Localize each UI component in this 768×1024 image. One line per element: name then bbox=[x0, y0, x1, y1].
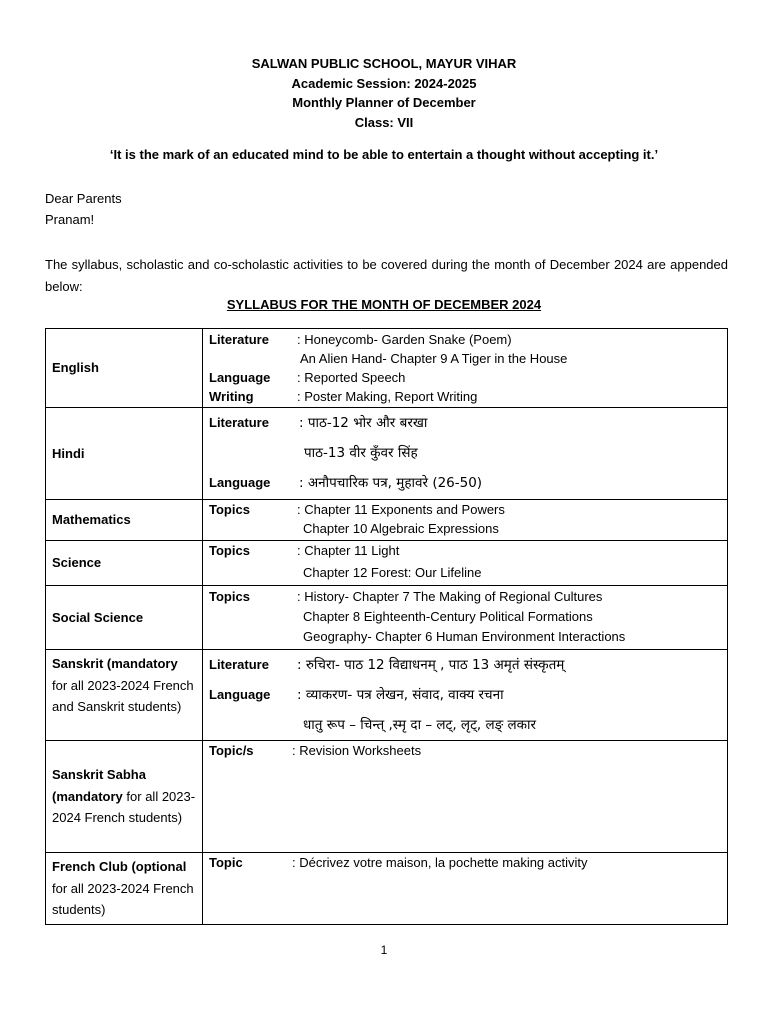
quote: ‘It is the mark of an educated mind to be able to entertain a thought without accepting it.’ bbox=[109, 147, 659, 162]
subject-cell bbox=[46, 329, 203, 408]
content-line: पाठ-13 वीर कुँवर सिंह bbox=[304, 445, 418, 461]
subject-label: English bbox=[52, 360, 99, 376]
content-line: : Chapter 11 Light bbox=[297, 543, 400, 558]
class-label: Class: VII bbox=[354, 114, 414, 130]
subject-note: for all 2023-2024 French students) bbox=[52, 880, 194, 917]
section-label: Language bbox=[209, 370, 271, 385]
table-row bbox=[46, 408, 728, 500]
content-line: : History- Chapter 7 The Making of Regional Cultures bbox=[297, 589, 603, 604]
section-label: Literature bbox=[209, 415, 269, 430]
subject-label: Science bbox=[52, 555, 102, 571]
table-row bbox=[46, 650, 728, 741]
content-cell bbox=[203, 741, 728, 853]
table-row bbox=[46, 586, 728, 650]
section-label: Topics bbox=[209, 589, 250, 604]
planner-title: Monthly Planner of December bbox=[292, 95, 476, 110]
content-line: Chapter 10 Algebraic Expressions bbox=[303, 521, 499, 536]
content-cell bbox=[203, 500, 728, 541]
table-row bbox=[46, 741, 728, 853]
academic-session: Academic Session: 2024-2025 bbox=[291, 75, 477, 91]
intro-paragraph: The syllabus, scholastic and co-scholastic activities to be covered during the month of December 2024 are appended below: bbox=[45, 257, 728, 294]
section-label: Language bbox=[209, 687, 271, 702]
content-line: : Revision Worksheets bbox=[292, 743, 422, 758]
content-line: An Alien Hand- Chapter 9 A Tiger in the House bbox=[300, 351, 568, 366]
content-cell bbox=[203, 329, 728, 408]
content-line: धातु रूप – चिन्त् ,स्मृ दा – लट्, लृट्, लङ् लकार bbox=[303, 717, 537, 733]
subject-label: Sanskrit Sabha bbox=[52, 767, 146, 783]
subject-cell bbox=[46, 650, 203, 741]
content-cell bbox=[203, 586, 728, 650]
content-line: : व्याकरण- पत्र लेखन, संवाद, वाक्य रचना bbox=[297, 687, 504, 703]
content-line: : Honeycomb- Garden Snake (Poem) bbox=[297, 332, 512, 347]
subject-cell bbox=[46, 541, 203, 586]
content-line: : Chapter 11 Exponents and Powers bbox=[297, 502, 505, 517]
subject-label-paren: (mandatory bbox=[52, 788, 123, 804]
subject-cell bbox=[46, 741, 203, 853]
page-number: 1 bbox=[380, 943, 388, 957]
content-line: Geography- Chapter 6 Human Environment Interactions bbox=[303, 629, 626, 644]
table-row bbox=[46, 541, 728, 586]
subject-note: for all 2023-2024 French students) bbox=[52, 788, 196, 826]
subject-label: Mathematics bbox=[52, 512, 131, 528]
table-row bbox=[46, 853, 728, 925]
section-label: Writing bbox=[209, 389, 254, 404]
subject-note: for all 2023-2024 French and Sanskrit students) bbox=[52, 677, 194, 714]
content-line: Chapter 12 Forest: Our Lifeline bbox=[303, 565, 482, 580]
content-line: : Reported Speech bbox=[297, 370, 406, 385]
section-label: Topics bbox=[209, 543, 250, 558]
greeting-line-1: Dear Parents bbox=[45, 191, 122, 206]
subject-cell bbox=[46, 408, 203, 500]
content-cell bbox=[203, 650, 728, 741]
content-line: : अनौपचारिक पत्र, मुहावरे (26-50) bbox=[299, 475, 483, 491]
subject-label: French Club (optional bbox=[52, 859, 187, 874]
section-label: Literature bbox=[209, 332, 269, 347]
content-line: Chapter 8 Eighteenth-Century Political Formations bbox=[303, 609, 593, 624]
subject-cell bbox=[46, 586, 203, 650]
content-cell bbox=[203, 853, 728, 925]
subject-label: Sanskrit (mandatory bbox=[52, 656, 178, 671]
table-row bbox=[46, 329, 728, 408]
section-label: Topic/s bbox=[209, 743, 254, 758]
syllabus-table bbox=[45, 328, 728, 925]
syllabus-title: SYLLABUS FOR THE MONTH OF DECEMBER 2024 bbox=[226, 297, 542, 312]
document-header bbox=[0, 54, 768, 132]
content-cell bbox=[203, 541, 728, 586]
content-line: : पाठ-12 भोर और बरखा bbox=[299, 415, 428, 431]
section-label: Language bbox=[209, 475, 271, 490]
content-cell bbox=[203, 408, 728, 500]
table-row bbox=[46, 500, 728, 541]
section-label: Literature bbox=[209, 657, 269, 672]
section-label: Topics bbox=[209, 502, 250, 517]
subject-cell bbox=[46, 853, 203, 925]
subject-cell bbox=[46, 500, 203, 541]
subject-label: Hindi bbox=[52, 445, 85, 461]
section-label: Topic bbox=[209, 855, 243, 870]
subject-label: Social Science bbox=[52, 609, 144, 625]
greeting bbox=[45, 188, 122, 230]
content-line: : Poster Making, Report Writing bbox=[297, 389, 478, 404]
greeting-line-2: Pranam! bbox=[45, 212, 95, 227]
content-line: : Décrivez votre maison, la pochette making activity bbox=[292, 855, 588, 870]
content-line: : रुचिरा- पाठ 12 विद्याधनम् , पाठ 13 अमृतं संस्कृतम् bbox=[297, 657, 565, 673]
school-name: SALWAN PUBLIC SCHOOL, MAYUR VIHAR bbox=[251, 56, 517, 71]
